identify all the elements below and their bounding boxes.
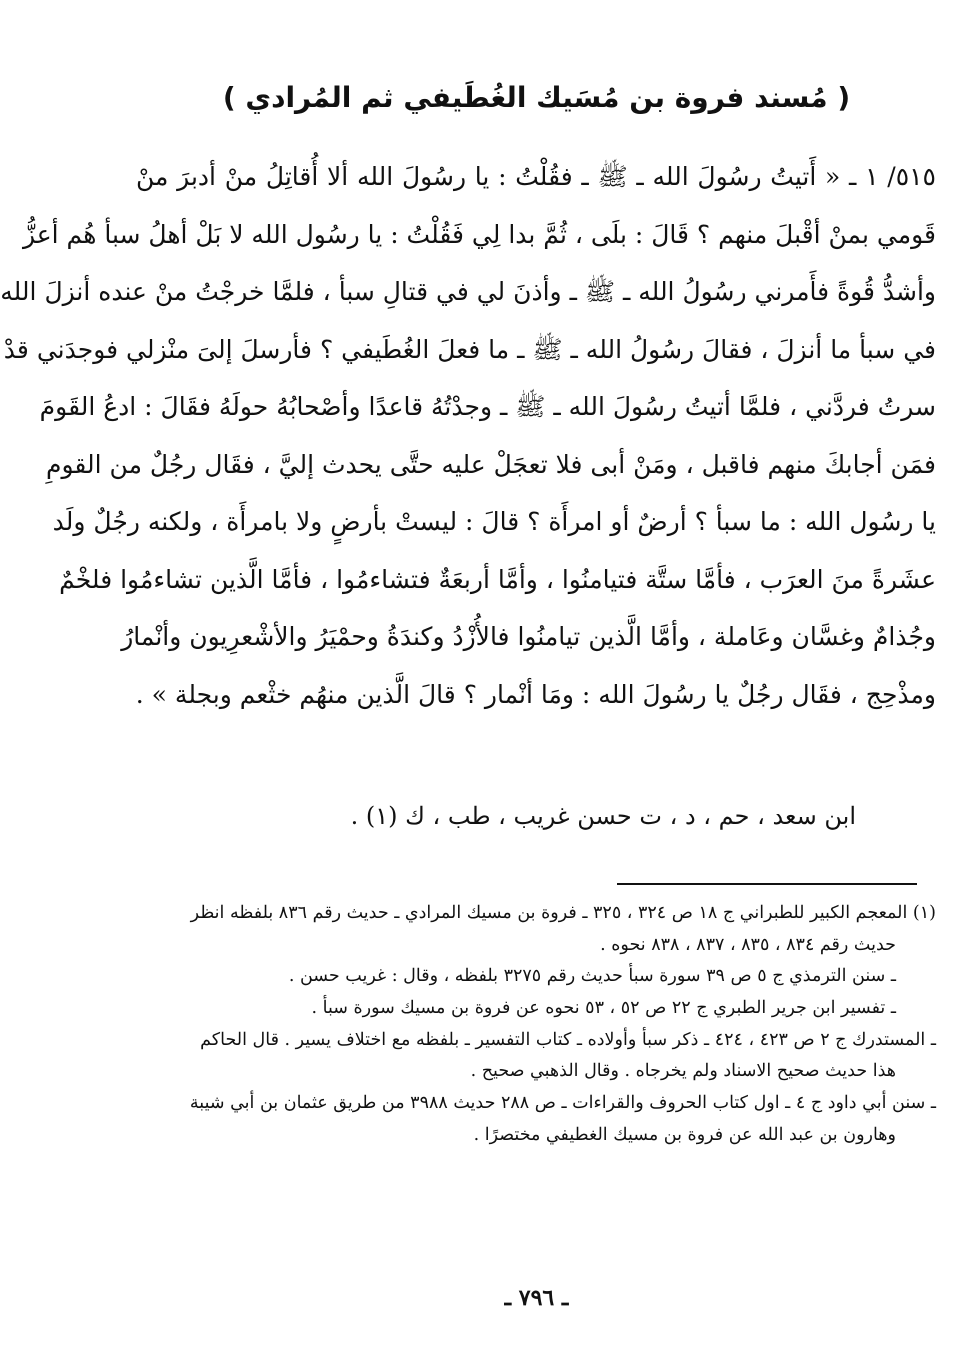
footnote-line: ـ سنن أبي داود ج ٤ ـ اول كتاب الحروف والقراءات ـ ص ٢٨٨ حديث ٣٩٨٨ من طريق عثمان بن أبي شيبة xyxy=(189,1093,936,1114)
footnote-line: ـ سنن الترمذي ج ٥ ص ٣٩ سورة سبأ حديث رقم ٣٢٧٥ بلفظه ، وقال : غريب حسن . xyxy=(288,966,896,987)
page-number: ـ ٧٩٦ ـ xyxy=(504,1285,569,1311)
hadith-line: ومذْحِج ، فقَال رجُلٌ يا رسُولَ الله : ومَا أنْمار ؟ قالَ الَّذين منهُم خثْعم وبجلة » . xyxy=(135,679,936,709)
hadith-line: وجُذامٌ وغسَّان وعَاملة ، وأمَّا الَّذين تيامنُوا فالأُزْدُ وكندَةُ وحمْيَرُ والأشْعرِيون وأنْمارُ xyxy=(121,622,936,651)
hadith-line: عشَرةً منَ العرَب ، فأمَّا ستَّة فتيامنُوا ، وأمَّا أربعَةٌ فتشاءمُوا ، فأمَّا الَّذين تشاءمُوا فلخْمٌ xyxy=(59,564,936,594)
hadith-line: سرتُ فردَّني ، فلمَّا أتيتُ رسُولَ الله ـ ﷺ ـ وجدْتُهُ قاعدًا وأصْحابُهُ حولَهُ فقَالَ : ادعُ القَومَ xyxy=(39,392,936,421)
footnote-line: وهارون بن عبد الله عن فروة بن مسيك الغطيفي مختصرًا . xyxy=(473,1124,896,1145)
hadith-line: في سبأ ما أنزلَ ، فقالَ رسُولُ الله ـ ﷺ ـ ما فعلَ الغُطَيفي ؟ فأرسلَ إلىَ منْزلي فوجدَني قدْ xyxy=(3,334,936,364)
hadith-line: يا رسُول الله : ما سبأ ؟ أرضٌ أو امرأَة ؟ قالَ : ليستْ بأرضٍ ولا بامرأَة ، ولكنه رجُلٌ ولَد xyxy=(52,507,936,536)
footnote-separator xyxy=(617,883,917,885)
footnote-line: حديث رقم ٨٣٤ ، ٨٣٥ ، ٨٣٧ ، ٨٣٨ نحوه . xyxy=(600,934,896,955)
hadith-line: وأشدُّ قُوةً فأَمرني رسُولُ الله ـ ﷺ ـ وأذنَ لي في قتالِ سبأ ، فلمَّا خرجْتُ منْ عنده أنزلَ الله xyxy=(0,277,936,306)
page-title: ( مُسند فروة بن مُسَيك الغُطَيفي ثم المُرادي ) xyxy=(222,81,851,114)
footnote-line: ـ المستدرك ج ٢ ص ٤٢٣ ، ٤٢٤ ـ ذكر سبأ وأولاده ـ كتاب التفسير ـ بلفظه مع اختلاف يسير . قال الحاكم xyxy=(200,1029,936,1050)
hadith-text xyxy=(0,148,936,723)
sources-line: ابن سعد ، حم ، د ، ت حسن غريب ، طب ، ك (١) . xyxy=(350,802,856,830)
footnote-line: (١) المعجم الكبير للطبراني ج ١٨ ص ٣٢٤ ، ٣٢٥ ـ فروة بن مسيك المرادي ـ حديث رقم ٨٣٦ بلفظه انظر xyxy=(190,903,936,923)
hadith-line: قَومي بمنْ أقْبلَ منهم ؟ قَالَ : بلَى ، ثُمَّ بدا لِي فَقُلْتُ : يا رسُول الله لا بَلْ أهلُ سبأ هُم أعزُّ xyxy=(22,219,936,249)
footnotes xyxy=(136,898,936,1152)
hadith-line: ٥١٥/ ١ ـ « أَتيتُ رسُولَ الله ـ ﷺ ـ فقُلْتُ : يا رسُولَ الله ألا أُقاتِلُ منْ أدبرَ منْ xyxy=(136,162,936,191)
hadith-line: فمَن أجابكَ منهم فاقبل ، ومَنْ أبى فلا تعجَلْ عليه حتَّى يحدث إليَّ ، فقَال رجُلٌ من القومِ xyxy=(46,449,936,479)
footnote-line: هذا حديث صحيح الاسناد ولم يخرجاه . وقال الذهبي صحيح . xyxy=(470,1061,896,1082)
footnote-line: ـ تفسير ابن جرير الطبري ج ٢٢ ص ٥٢ ، ٥٣ نحوه عن فروة بن مسيك سورة سبأ . xyxy=(311,998,896,1019)
